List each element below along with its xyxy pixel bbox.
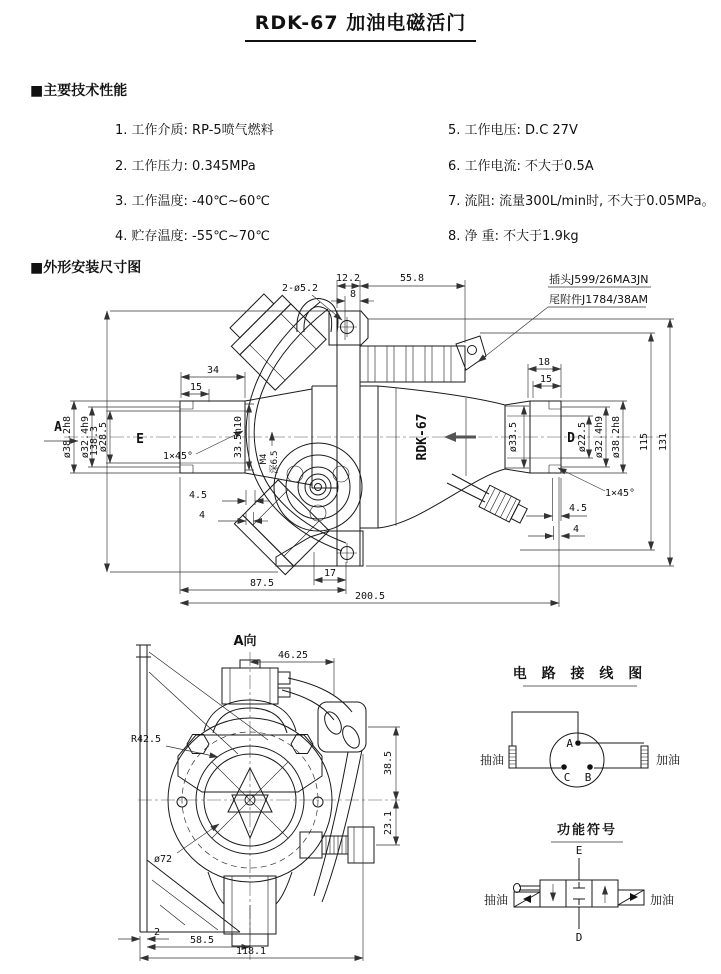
chamfer-right: 1×45° (604, 488, 636, 499)
plug-label: 插头J599/26MA3JN (549, 273, 649, 286)
flow-arrow-icon (444, 432, 476, 442)
dim-dia38-right: ø38.2h8 (611, 415, 622, 459)
pin-b-dot (587, 764, 593, 770)
dim-115: 115 (639, 432, 650, 452)
mounting-bracket (276, 311, 368, 566)
dim-38-5: 38.5 (383, 750, 394, 776)
dim-4-5-left: 4.5 (188, 490, 208, 501)
a-view-label: A向 (233, 634, 257, 649)
valve-body (312, 386, 505, 528)
a-view-body (136, 645, 374, 946)
pin-b-label: B (584, 771, 592, 784)
dim-dia32-right: ø32.4h9 (594, 415, 605, 459)
pin-c-dot (561, 764, 567, 770)
dim-15-right: 15 (539, 374, 553, 385)
dim-4-right: 4 (572, 524, 580, 535)
elbow-fitting-top (221, 285, 337, 390)
dim-131: 131 (658, 432, 669, 452)
symbol-right-label: 加油 (650, 893, 675, 907)
dim-34: 34 (206, 365, 220, 376)
circuit-left-label: 抽油 (479, 753, 504, 767)
dim-8: 8 (349, 289, 357, 300)
holes-label: 2-ø5.2 (281, 283, 319, 294)
dim-138-3: 138.3 (89, 425, 100, 457)
port-e-label: E (136, 432, 144, 447)
symbol-port-d: D (575, 931, 583, 944)
dim-33-5h10: 33.5h10 (233, 415, 244, 459)
circuit-diagram (480, 665, 680, 787)
valve-symbol (514, 858, 645, 929)
dim-4-left: 4 (198, 510, 206, 521)
circuit-title: 电 路 接 线 图 (512, 666, 648, 682)
technical-drawing (0, 268, 721, 974)
dim-dia32-left: ø32.4h9 (80, 415, 91, 459)
dim-dia38-left: ø38.2h8 (62, 415, 73, 459)
dim-dia33-5: ø33.5 (508, 421, 519, 453)
dim-23-1: 23.1 (383, 810, 394, 836)
spec-item-5: 5. 工作电压: D.C 27V (448, 123, 578, 138)
view-a-label: A (54, 420, 62, 435)
dim-87-5: 87.5 (249, 578, 275, 589)
circuit-right-label: 加油 (656, 753, 681, 767)
tail-fitting (447, 474, 529, 527)
pin-c-label: C (563, 771, 571, 784)
pin-a-label: A (566, 737, 573, 750)
solenoid-coil (360, 346, 465, 382)
dim-dia22-5: ø22.5 (577, 421, 588, 453)
dim-dia28-5: ø28.5 (98, 421, 109, 453)
lever-handle (246, 302, 346, 551)
dim-58-5: 58.5 (189, 935, 215, 946)
a-view-dimensions (118, 650, 400, 961)
dim-18: 18 (537, 357, 551, 368)
outline-heading: ■外形安装尺寸图 (30, 260, 142, 276)
title-block (0, 8, 721, 42)
dim-17: 17 (323, 568, 337, 579)
spec-item-4: 4. 贮存温度: -55℃~70℃ (115, 229, 270, 244)
dim-dia72: ø72 (153, 854, 173, 865)
dim-4-5-right: 4.5 (568, 503, 588, 514)
dim-55-8: 55.8 (399, 273, 425, 284)
dim-depth-6-5: 深6.5 (270, 450, 280, 474)
tail-label: 尾附件J1784/38AM (549, 293, 648, 306)
dim-12-2: 12.2 (335, 273, 361, 284)
dim-118-1: 118.1 (235, 946, 267, 957)
dim-200-5: 200.5 (354, 591, 386, 602)
spec-item-7: 7. 流阻: 流量300L/min时, 不大于0.05MPa。 (448, 194, 715, 209)
model-label: RDK-67 (415, 413, 430, 461)
dim-46-25: 46.25 (277, 650, 309, 661)
page-title: RDK-67 加油电磁活门 (245, 8, 476, 42)
dim-r42-5: R42.5 (130, 734, 162, 745)
spec-item-1: 1. 工作介质: RP-5喷气燃料 (115, 123, 274, 138)
specs-heading: ■主要技术性能 (30, 83, 128, 99)
spec-item-8: 8. 净 重: 不大于1.9kg (448, 229, 579, 244)
chamfer-left: 1×45° (162, 451, 194, 462)
dim-2: 2 (153, 927, 161, 938)
spec-item-3: 3. 工作温度: -40℃~60℃ (115, 194, 270, 209)
pin-a-dot (575, 740, 581, 746)
port-d-label: D (567, 431, 575, 446)
manual-knob (274, 443, 362, 531)
spec-item-6: 6. 工作电流: 不大于0.5A (448, 159, 594, 174)
symbol-port-e: E (575, 844, 583, 857)
main-dimensions (44, 272, 674, 607)
circuit-wiring (509, 712, 648, 768)
symbol-left-label: 抽油 (483, 893, 508, 907)
dim-15-left: 15 (189, 382, 203, 393)
main-view (44, 272, 674, 607)
spec-item-2: 2. 工作压力: 0.345MPa (115, 159, 256, 174)
a-view (118, 633, 400, 961)
symbol-title: 功能符号 (556, 823, 618, 838)
electrical-connector (456, 336, 486, 370)
function-symbol (484, 822, 674, 944)
dim-m4: M4 (259, 453, 269, 465)
